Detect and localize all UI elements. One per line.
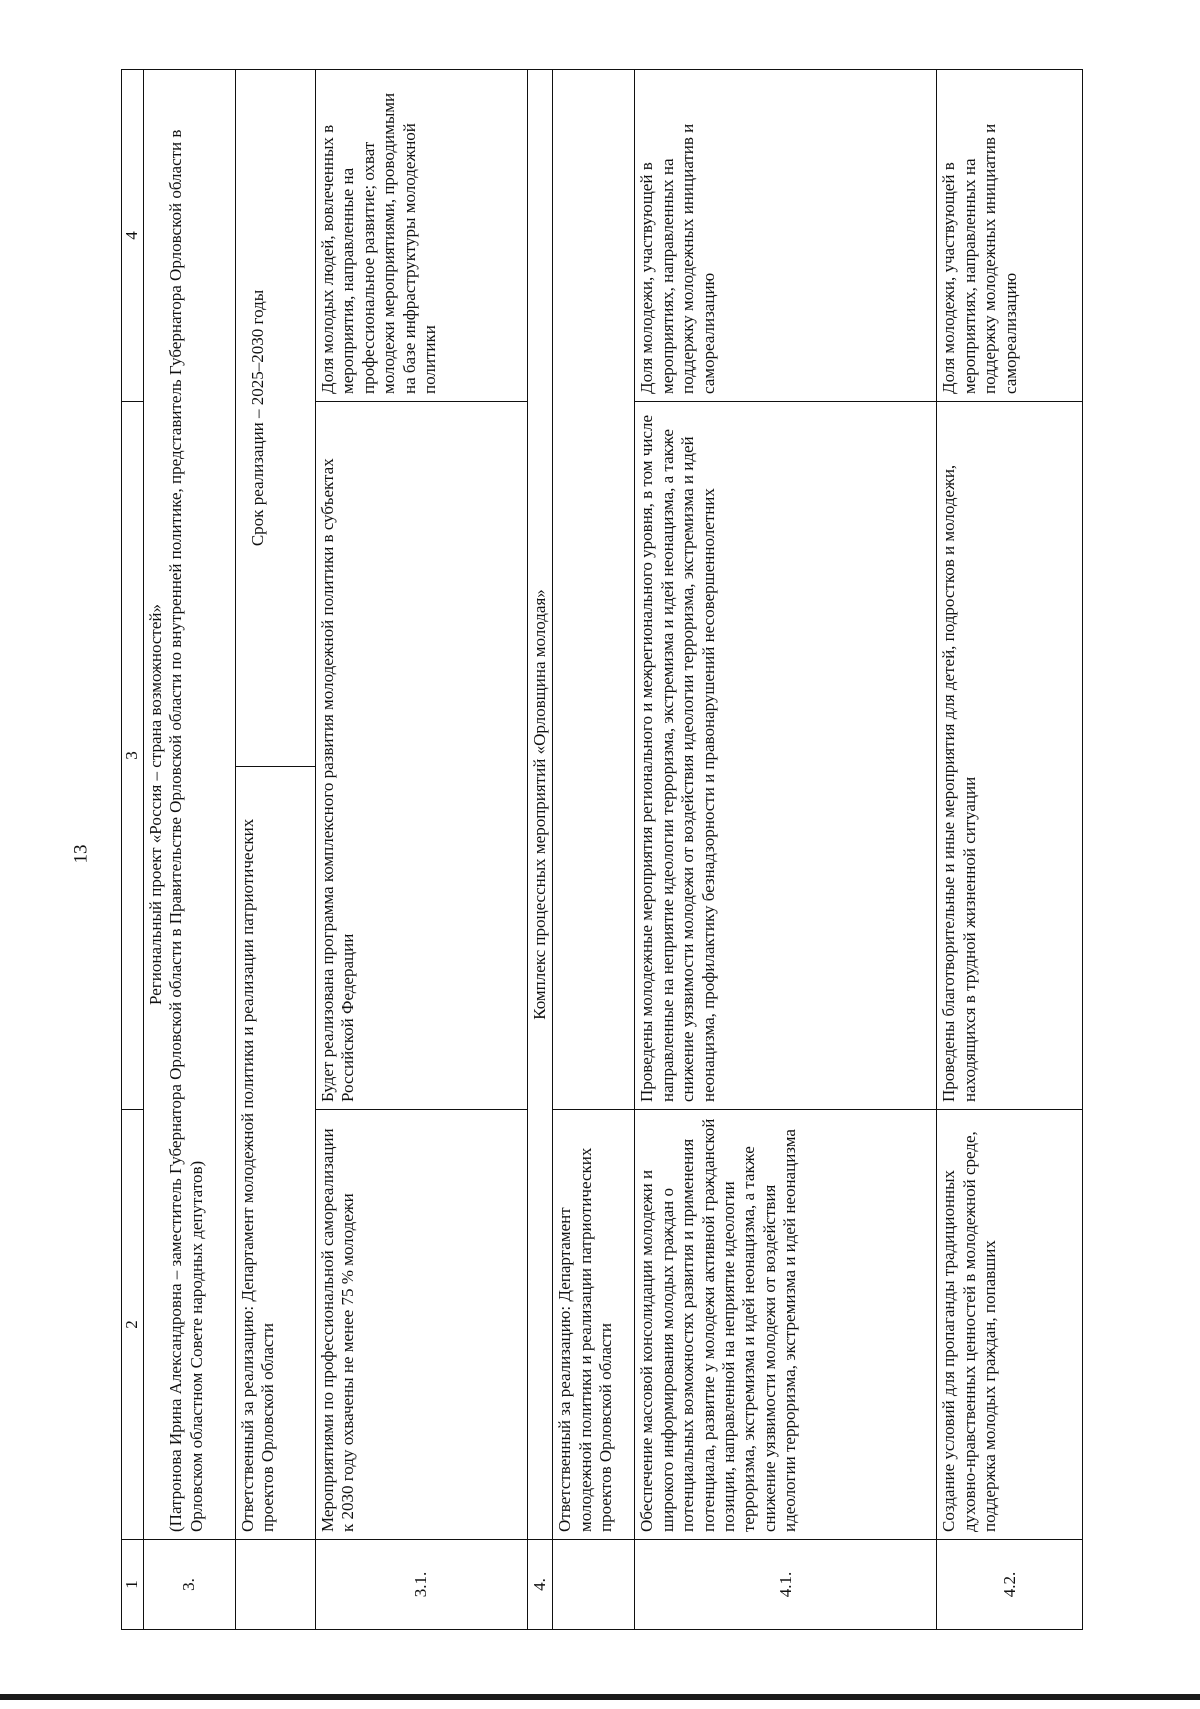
row-4-2-task: Создание условий для пропаганды традиционных духовно-нравственных ценностей в молодежной среде, поддержка молодых граждан, попавших — [937, 1110, 1083, 1540]
header-col-4: 4 — [122, 70, 144, 402]
program-table — [121, 69, 1083, 1630]
section-3-responsible: Ответственный за реализацию: Департамент молодежной политики и реализации патриотических проектов Орловской области — [236, 767, 316, 1540]
row-4-1-number: 4.1. — [635, 1540, 937, 1630]
row-4-1-indicator: Доля молодежи, участвующей в мероприятиях, направленных на поддержку молодежных инициатив и самореализацию — [635, 70, 937, 402]
section-4-number: 4. — [528, 1540, 553, 1630]
section-4-row — [528, 70, 553, 1630]
row-3-1 — [316, 70, 528, 1630]
row-3-1-number: 3.1. — [316, 1540, 528, 1630]
section-3-title: Региональный проект «Россия – страна возможностей» — [146, 604, 165, 1005]
row-4-2-number: 4.2. — [937, 1540, 1083, 1630]
rotated-table-container — [121, 70, 1081, 1630]
row-4-2 — [937, 70, 1083, 1630]
header-col-1: 1 — [122, 1540, 144, 1630]
row-3-1-task: Мероприятиями по профессиональной самореализации к 2030 году охвачены не менее 75 % молодежи — [316, 1110, 528, 1540]
row-4-1-task: Обеспечение массовой консолидации молодежи и широкого информирования молодых граждан о потенциальных возможностях развития и применения потенциала, развитие у молодежи активной гражданской позиции, направленной на неприятие идеологии терроризма, экстремизма и идей неонацизма, а также снижение уязвимости молодежи от воздействия идеологии терроризма, экстремизма и идей неонацизма — [635, 1110, 937, 1540]
section-3-row — [144, 70, 236, 1630]
section-4-responsible: Ответственный за реализацию: Департамент молодежной политики и реализации патриотических проектов Орловской области — [553, 1110, 635, 1540]
header-col-3: 3 — [122, 402, 144, 1110]
section-3-deadline: Срок реализации – 2025–2030 годы — [236, 70, 316, 767]
row-4-2-indicator: Доля молодежи, участвующей в мероприятиях, направленных на поддержку молодежных инициатив и самореализацию — [937, 70, 1083, 402]
section-4-responsible-row — [553, 70, 635, 1630]
header-row — [122, 70, 144, 1630]
row-4-1 — [635, 70, 937, 1630]
section-3-cell — [144, 70, 236, 1540]
row-4-2-result: Проведены благотворительные и иные мероприятия для детей, подростков и молодежи, находящихся в трудной жизненной ситуации — [937, 402, 1083, 1110]
section-4-title: Комплекс процессных мероприятий «Орловщина молодая» — [528, 70, 553, 1540]
section-3-curator: (Патронова Ирина Александровна – заместитель Губернатора Орловской области в Правительстве Орловской области по внутренней политике, представитель Губернатора Орловской области в Орловском областном Совете народных депутатов) — [166, 129, 206, 1532]
empty-cell — [236, 1540, 316, 1630]
empty-cell — [553, 1540, 635, 1630]
section-3-number: 3. — [144, 1540, 236, 1630]
row-3-1-result: Будет реализована программа комплексного развития молодежной политики в субъектах Российской Федерации — [316, 402, 528, 1110]
scan-bottom-edge — [0, 1694, 1200, 1700]
empty-cell — [553, 70, 635, 1110]
header-col-2: 2 — [122, 1110, 144, 1540]
page-number: 13 — [70, 844, 92, 864]
section-3-responsible-row — [236, 70, 316, 1630]
row-4-1-result: Проведены молодежные мероприятия регионального и межрегионального уровня, в том числе направленные на неприятие идеологии терроризма, экстремизма и идей неонацизма, а также снижение уязвимости молодежи от воздействия идеологии терроризма, экстремизма и идей неонацизма, профилактику безнадзорности и правонарушений несовершеннолетних — [635, 402, 937, 1110]
row-3-1-indicator: Доля молодых людей, вовлеченных в мероприятия, направленные на профессиональное развитие; охват молодежи мероприятиями, проводимыми на базе инфраструктуры молодежной политики — [316, 70, 528, 402]
